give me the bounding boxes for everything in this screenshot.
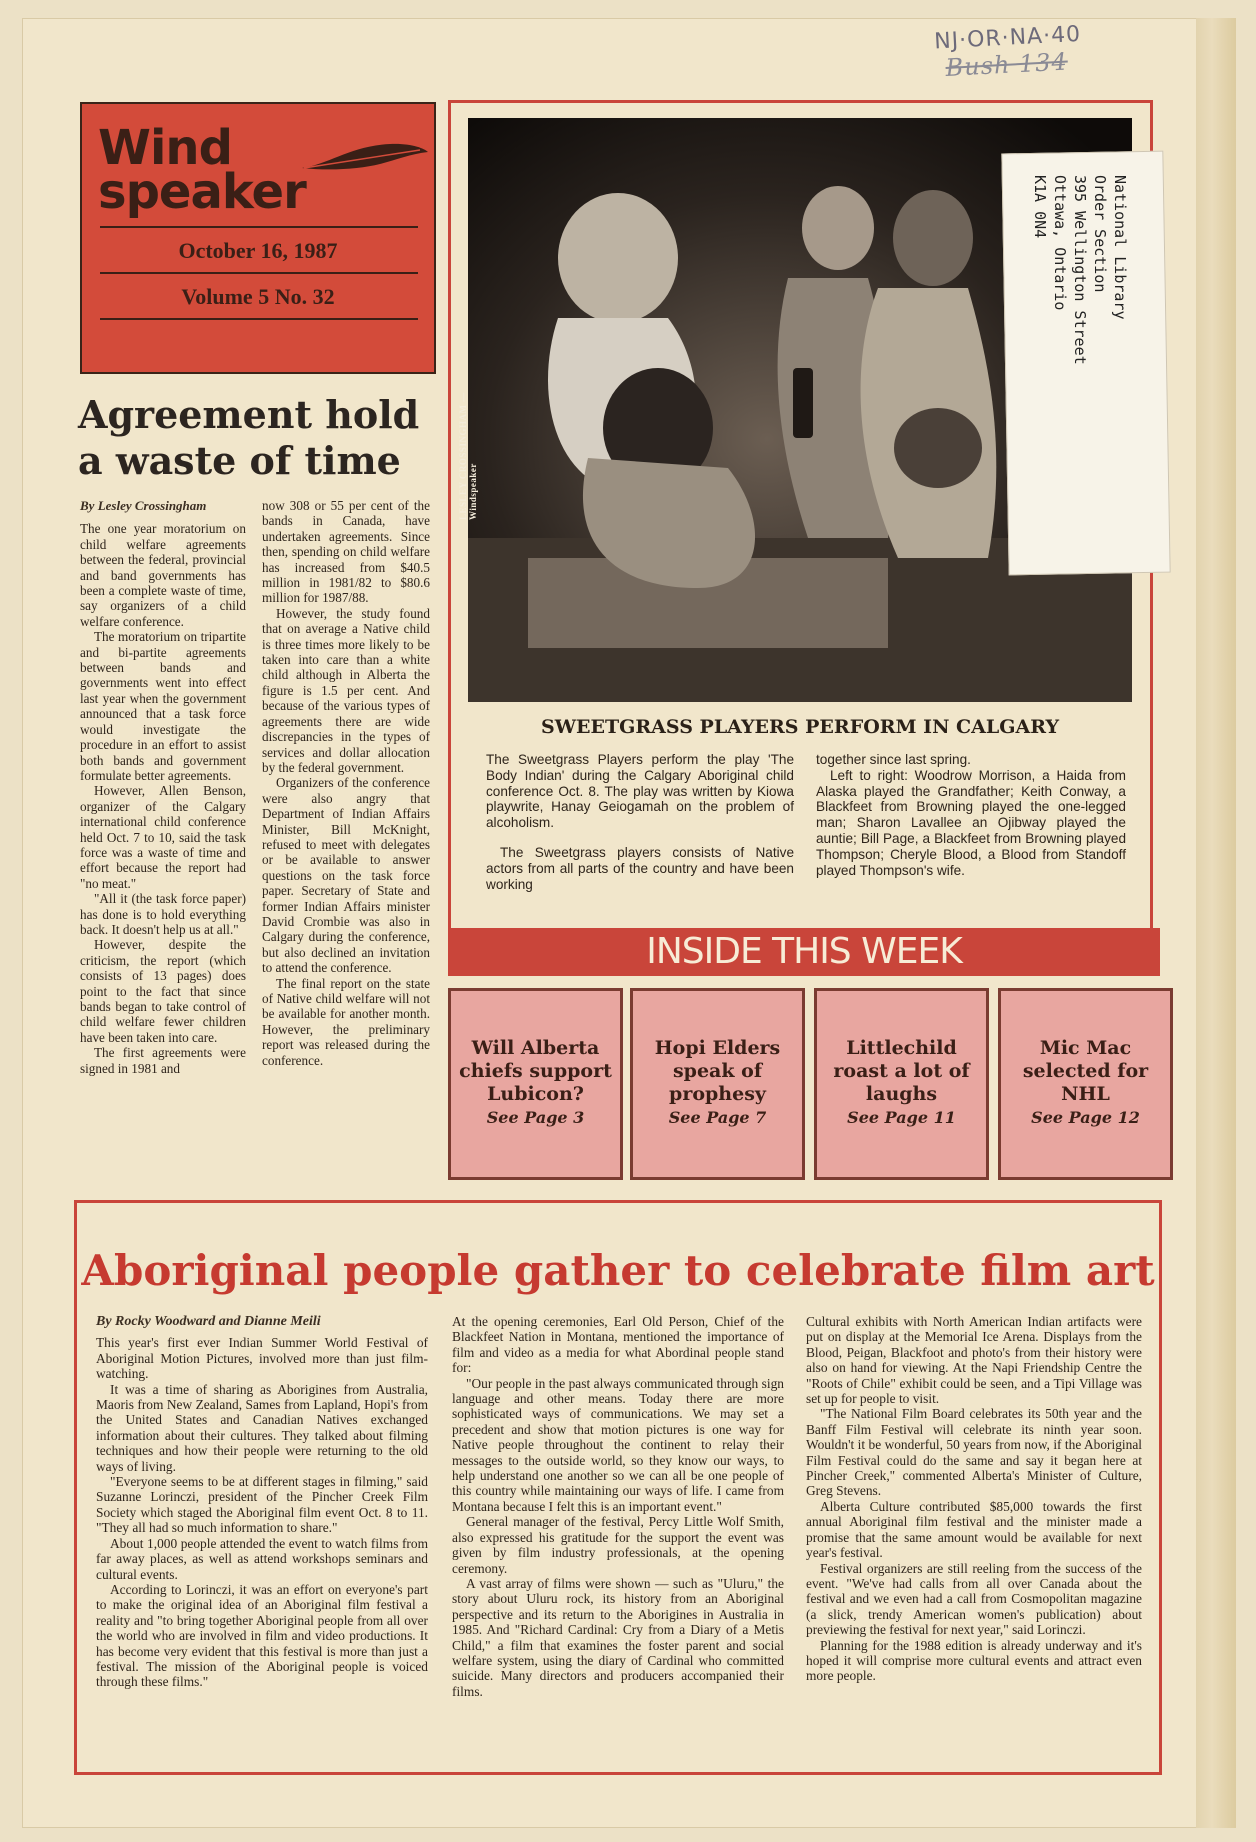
caption-column-1 — [486, 752, 794, 892]
handwritten-line-1: NJ·OR·NA·40 — [933, 21, 1082, 55]
teaser-title: Hopi Elders speak of prophesy — [654, 1037, 781, 1105]
bottom-article-column-3 — [806, 1314, 1142, 1684]
paragraph: About 1,000 people attended the event to watch films from far away places, as well as attend workshops seminars and cultural events. — [96, 1535, 428, 1582]
caption-paragraph: together since last spring. — [816, 752, 971, 767]
left-article-byline: By Lesley Crossingham — [80, 498, 207, 513]
masthead — [80, 102, 436, 374]
masthead-rule — [100, 318, 418, 320]
teaser-card[interactable] — [998, 988, 1173, 1180]
paragraph: This year's first ever Indian Summer World Festival of Aboriginal Motion Pictures, involved more than just film-watching. — [96, 1335, 428, 1382]
paragraph: Alberta Culture contributed $85,000 towards the first annual Aboriginal film festival and the minister made a promise that the same amount would be available for next year's festival. — [806, 1498, 1142, 1561]
paragraph: It was a time of sharing as Aborigines from Australia, Maoris from New Zealand, Sames from Lapland, Hopi's from the United States and Canadian Natives exchanged information about their cultures. They talked about filming techniques and how their people were returning to the old ways of living. — [96, 1381, 428, 1474]
paragraph: General manager of the festival, Percy Little Wolf Smith, also expressed his gratitude for the support the event was given by film industry professionals, at the opening ceremony. — [452, 1514, 784, 1576]
photo-credit: LESLEY CROSSINGHAM — Windspeaker — [458, 392, 478, 520]
masthead-rule — [100, 272, 418, 274]
paragraph: "All it (the task force paper) has done is to hold everything back. It doesn't help us at all." — [80, 891, 246, 937]
caption-paragraph: The Sweetgrass Players perform the play 'The Body Indian' during the Calgary Aboriginal child conference Oct. 8. The play was written by Kiowa playwrite, Hanay Geiogamah on the problem of alcoholism. — [486, 752, 794, 831]
left-article-column-1 — [80, 498, 246, 1076]
headline-line-1: Agreement hold — [78, 392, 420, 437]
paragraph: The final report on the state of Native child welfare will not be available for another month. However, the preliminary report was released during the conference. — [262, 975, 430, 1068]
teaser-page-ref: See Page 3 — [486, 1108, 585, 1127]
issue-volume: Volume 5 No. 32 — [181, 284, 335, 309]
paragraph: The moratorium on tripartite and bi-partite agreements between bands and governments went into effect last year when the government announced that a task force would investigate the procedure in an effort to assist both bands and government formulate better agreements. — [80, 629, 246, 783]
paragraph: Organizers of the conference were also angry that Department of Indian Affairs Minister, Bill McKnight, refused to meet with delegates or be available to answer questions on the task force paper. Secretary of State and former Indian Affairs minister David Crombie was also in Calgary during the conference, but also declined an invitation to attend the conference. — [262, 775, 430, 976]
paragraph: Cultural exhibits with North American Indian artifacts were put on display at the Memorial Ice Arena. Displays from the Blood, Peigan, Blackfoot and photo's from their history were also on hand for viewing. At the Napi Friendship Centre the "Roots of Chile" exhibit could be seen, and a Tipi Village was set up for people to visit. — [806, 1314, 1142, 1407]
mailing-label-text: National Library Order Section 395 Wellington Street Ottawa, Ontario K1A 0N4 — [1031, 175, 1129, 365]
photo-title: SWEETGRASS PLAYERS PERFORM IN CALGARY — [540, 716, 1060, 738]
headline-line-2: a waste of time — [78, 438, 401, 483]
bottom-article-column-2 — [452, 1314, 784, 1699]
handwritten-line-2: Bush 134 — [944, 47, 1069, 82]
teaser-page-ref: See Page 12 — [1031, 1108, 1140, 1127]
logo-word-2: speaker — [98, 164, 306, 220]
paragraph: "Our people in the past always communicated through sign language and other means. Today there are more sophisticated ways of communications. We may set a precedent and show that motion pictures is one way for Native people throughout the continent to relay their messages to the outside world, so they know our ways, to help understand one another so we can all be one people of this country while maintaining our ways of life. I came from Montana because I felt this is an important event." — [452, 1375, 784, 1514]
paragraph: A vast array of films were shown — such as "Uluru," the story about Uluru rock, its history from an Aboriginal perspective and its return to the Aborigines in Australia in 1985. And "Richard Cardinal: Cry from a Diary of a Metis Child," a film that examines the foster parent and social welfare system, using the diary of Cardinal who committed suicide. Many directors and producers accompanied their films. — [452, 1575, 784, 1699]
paragraph: Planning for the 1988 edition is already underway and it's hoped it will comprise more cultural events and attract even more people. — [806, 1637, 1142, 1684]
paragraph: However, the study found that on average a Native child is three times more likely to be taken into care than a white child although in Alberta the figure is 1.5 per cent. And because of the various types of agreements there are wide discrepancies in the types of services and dollar allocation by the federal government. — [262, 605, 430, 775]
paragraph: "Everyone seems to be at different stages in filming," said Suzanne Lorinczi, president of the Pincher Creek Film Society which staged the Aboriginal film event Oct. 8 to 11. "They all had so much information to share." — [96, 1474, 428, 1536]
paragraph: Festival organizers are still reeling from the success of the event. "We've had calls from all over Canada about the festival and we even had a call from Cosmopolitan magazine (a slick, trendy American women's publication) about previewing the festival for next year," said Lorinczi. — [806, 1560, 1142, 1638]
bottom-article-column-1 — [96, 1314, 428, 1690]
page-fold — [1196, 18, 1236, 1828]
inside-banner-label: INSIDE THIS WEEK — [646, 931, 962, 972]
handwritten-catalog-note — [934, 19, 1147, 90]
paragraph: However, Allen Benson, organizer of the Calgary international child conference held Oct. 7 to 10, said the task force was a waste of time and effort because the report had "no meat." — [80, 783, 246, 891]
paragraph: The first agreements were signed in 1981 and — [80, 1045, 246, 1076]
paragraph: "The National Film Board celebrates its 50th year and the Banff Film Festival will celebrate its ninth year soon. Wouldn't it be wonderful, 50 years from now, if the Aboriginal Film Festival could do the same and say it began here at Pincher Creek," commented Alberta's Minister of Culture, Greg Stevens. — [806, 1406, 1142, 1499]
teaser-page-ref: See Page 11 — [847, 1108, 956, 1127]
teaser-card[interactable] — [814, 988, 989, 1180]
teaser-card[interactable] — [448, 988, 623, 1180]
teaser-title: Mic Mac selected for NHL — [1022, 1037, 1149, 1105]
teaser-title: Littlechild roast a lot of laughs — [833, 1037, 970, 1105]
feather-icon — [300, 138, 430, 176]
paragraph: At the opening ceremonies, Earl Old Person, Chief of the Blackfeet Nation in Montana, mentioned the importance of film and video as a media for what Abordinal people stand for: — [452, 1314, 784, 1376]
left-article-column-2 — [262, 498, 430, 1068]
teaser-title: Will Alberta chiefs support Lubicon? — [459, 1037, 612, 1105]
masthead-rule — [100, 226, 418, 228]
issue-date: October 16, 1987 — [178, 238, 338, 263]
paragraph: The one year moratorium on child welfare agreements between the federal, provincial and band governments has been a complete waste of time, say organizers of a child welfare conference. — [80, 521, 246, 629]
bottom-article-byline: By Rocky Woodward and Dianne Meili — [96, 1314, 321, 1329]
logo-word-1: Wind — [98, 120, 232, 176]
paragraph: However, despite the criticism, the report (which consists of 13 pages) does point to the fact that since bands began to take control of child welfare fewer children have been taken into care. — [80, 937, 246, 1045]
inside-this-week-banner — [448, 928, 1160, 976]
teaser-card[interactable] — [630, 988, 805, 1180]
caption-column-2 — [816, 752, 1126, 878]
left-article-headline — [78, 392, 438, 484]
caption-paragraph: Left to right: Woodrow Morrison, a Haida from Alaska played the Grandfather; Keith Conway, a Blackfeet from Browning played the one-legged man; Sharon Lavallee an Ojibway played the auntie; Bill Page, a Blackfeet from Browning played Thompson; Cheryle Blood, a Blood from Standoff played Thompson's wife. — [816, 767, 1126, 878]
paragraph: According to Lorinczi, it was an effort on everyone's part to make the original idea of an Aboriginal film festival a reality and "to bring together Aboriginal people from all over the world who are involved in film and video productions. It has become very evident that this festival is more than just a festival. The mission of the Aboriginal people is voiced through these films." — [96, 1581, 428, 1690]
teaser-page-ref: See Page 7 — [668, 1108, 767, 1127]
paragraph: now 308 or 55 per cent of the bands in Canada, have undertaken agreements. Since then, spending on child welfare has increased from $40.5 million in 1981/82 to $80.6 million for 1987/88. — [262, 498, 430, 606]
masthead-logo — [98, 120, 306, 220]
bottom-article-headline: Aboriginal people gather to celebrate film art — [81, 1246, 1155, 1295]
caption-paragraph: The Sweetgrass players consists of Native actors from all parts of the country and have been working — [486, 844, 794, 892]
